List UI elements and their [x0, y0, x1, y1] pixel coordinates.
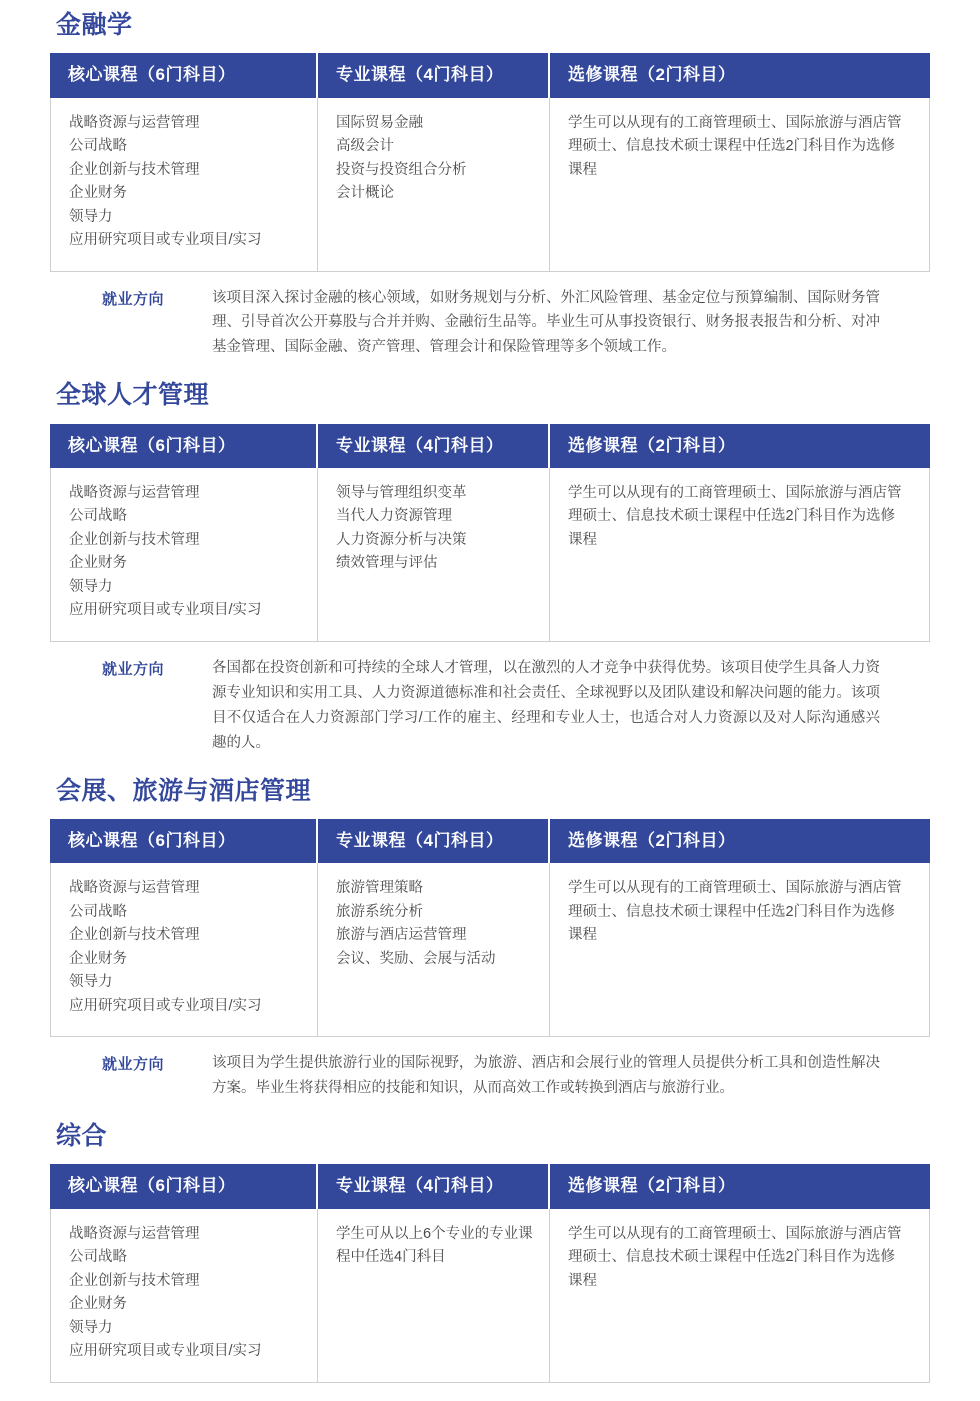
list-item: 会计概论	[336, 185, 394, 202]
list-item: 企业财务	[69, 185, 127, 202]
course-table	[50, 819, 930, 1037]
career-direction-text: 该项目为学生提供旅游行业的国际视野，为旅游、酒店和会展行业的管理人员提供分析工具和创造性解决方案。毕业生将获得相应的技能和知识，从而高效工作或转换到酒店与旅游行业。	[212, 1055, 880, 1097]
list-item: 投资与投资组合分析	[336, 161, 467, 178]
list-item: 应用研究项目或专业项目/实习	[69, 232, 262, 249]
core-course-list	[69, 112, 303, 253]
career-direction-row	[50, 642, 930, 762]
cell-core-courses	[50, 98, 318, 272]
career-direction-row	[50, 272, 930, 367]
list-item: 应用研究项目或专业项目/实习	[69, 1343, 262, 1360]
list-item: 旅游管理策略	[336, 880, 423, 897]
cell-major-courses	[318, 98, 550, 272]
program-section-general	[0, 1107, 980, 1383]
list-item: 人力资源分析与决策	[336, 531, 467, 548]
list-item: 企业财务	[69, 555, 127, 572]
list-item: 战略资源与运营管理	[69, 880, 200, 897]
career-direction-text: 各国都在投资创新和可持续的全球人才管理，以在激烈的人才竞争中获得优势。该项目使学生具备人力资源专业知识和实用工具、人力资源道德标准和社会责任、全球视野以及团队建设和解决问题的能力。该项目不仅适合在人力资源部门学习/工作的雇主、经理和专业人士，也适合对人力资源以及对人际沟通感兴趣的人。	[212, 659, 880, 751]
table-header-row	[50, 53, 930, 97]
program-section-mice-tourism-hospitality	[0, 762, 980, 1107]
list-item: 公司战略	[69, 903, 127, 920]
list-item: 公司战略	[69, 138, 127, 155]
header-elective-courses: 选修课程（2门科目）	[550, 1164, 930, 1208]
header-major-courses: 专业课程（4门科目）	[318, 424, 550, 468]
list-item: 企业财务	[69, 950, 127, 967]
list-item: 旅游系统分析	[336, 903, 423, 920]
course-table	[50, 424, 930, 642]
list-item: 战略资源与运营管理	[69, 1225, 200, 1242]
header-core-courses: 核心课程（6门科目）	[50, 53, 318, 97]
career-direction-label: 就业方向	[102, 290, 165, 308]
major-course-list	[336, 482, 535, 576]
cell-major-courses	[318, 468, 550, 642]
list-item: 企业财务	[69, 1296, 127, 1313]
list-item: 企业创新与技术管理	[69, 161, 200, 178]
table-row	[50, 863, 930, 1037]
table-header-row	[50, 424, 930, 468]
cell-core-courses	[50, 863, 318, 1037]
table-row	[50, 98, 930, 272]
table-row	[50, 468, 930, 642]
list-item: 绩效管理与评估	[336, 555, 438, 572]
list-item: 会议、奖励、会展与活动	[336, 950, 496, 967]
list-item: 公司战略	[69, 1249, 127, 1266]
major-course-list	[336, 112, 535, 206]
elective-note-text: 学生可以从现有的工商管理硕士、国际旅游与酒店管理硕士、信息技术硕士课程中任选2门科目作为选修课程	[568, 485, 902, 548]
course-table	[50, 1164, 930, 1382]
program-section-finance	[0, 0, 980, 366]
table-header-row	[50, 1164, 930, 1208]
list-item: 领导力	[69, 1319, 113, 1336]
cell-major-courses	[318, 1209, 550, 1383]
header-core-courses: 核心课程（6门科目）	[50, 819, 318, 863]
major-course-list	[336, 877, 535, 971]
career-direction-text: 该项目深入探讨金融的核心领域，如财务规划与分析、外汇风险管理、基金定位与预算编制、国际财务管理、引导首次公开募股与合并并购、金融衍生品等。毕业生可从事投资银行、财务报表报告和分析、对冲基金管理、国际金融、资产管理、管理会计和保险管理等多个领域工作。	[212, 289, 880, 356]
header-core-courses: 核心课程（6门科目）	[50, 424, 318, 468]
cell-elective-note	[550, 863, 930, 1037]
career-direction-label: 就业方向	[102, 1056, 165, 1074]
list-item: 企业创新与技术管理	[69, 1272, 200, 1289]
core-course-list	[69, 1223, 303, 1364]
program-title: 全球人才管理	[56, 381, 210, 410]
elective-note-text: 学生可以从现有的工商管理硕士、国际旅游与酒店管理硕士、信息技术硕士课程中任选2门科目作为选修课程	[568, 1225, 902, 1289]
list-item: 企业创新与技术管理	[69, 531, 200, 548]
major-note-text: 学生可从以上6个专业的专业课程中任选4门科目	[336, 1225, 533, 1266]
list-item: 应用研究项目或专业项目/实习	[69, 997, 262, 1014]
program-section-global-talent	[0, 366, 980, 761]
career-direction-row	[50, 1037, 930, 1107]
header-major-courses: 专业课程（4门科目）	[318, 819, 550, 863]
list-item: 公司战略	[69, 508, 127, 525]
header-major-courses: 专业课程（4门科目）	[318, 1164, 550, 1208]
list-item: 高级会计	[336, 138, 394, 155]
cell-elective-note	[550, 468, 930, 642]
list-item: 领导与管理组织变革	[336, 485, 467, 501]
list-item: 领导力	[69, 974, 113, 991]
core-course-list	[69, 877, 303, 1018]
header-elective-courses: 选修课程（2门科目）	[550, 424, 930, 468]
header-elective-courses: 选修课程（2门科目）	[550, 53, 930, 97]
table-row	[50, 1209, 930, 1383]
header-elective-courses: 选修课程（2门科目）	[550, 819, 930, 863]
cell-major-courses	[318, 863, 550, 1037]
career-direction-label: 就业方向	[102, 660, 165, 678]
program-title: 金融学	[56, 11, 133, 39]
elective-note-text: 学生可以从现有的工商管理硕士、国际旅游与酒店管理硕士、信息技术硕士课程中任选2门科目作为选修课程	[568, 880, 902, 944]
cell-elective-note	[550, 1209, 930, 1383]
list-item: 领导力	[69, 578, 113, 595]
list-item: 旅游与酒店运营管理	[336, 927, 467, 944]
core-course-list	[69, 482, 303, 623]
header-major-courses: 专业课程（4门科目）	[318, 53, 550, 97]
list-item: 当代人力资源管理	[336, 508, 452, 525]
list-item: 领导力	[69, 208, 113, 225]
cell-core-courses	[50, 468, 318, 642]
course-table	[50, 53, 930, 271]
program-title: 会展、旅游与酒店管理	[56, 776, 312, 805]
list-item: 战略资源与运营管理	[69, 114, 200, 131]
header-core-courses: 核心课程（6门科目）	[50, 1164, 318, 1208]
elective-note-text: 学生可以从现有的工商管理硕士、国际旅游与酒店管理硕士、信息技术硕士课程中任选2门科目作为选修课程	[568, 114, 902, 178]
list-item: 企业创新与技术管理	[69, 927, 200, 944]
cell-core-courses	[50, 1209, 318, 1383]
list-item: 战略资源与运营管理	[69, 485, 200, 501]
list-item: 国际贸易金融	[336, 114, 423, 131]
list-item: 应用研究项目或专业项目/实习	[69, 602, 262, 619]
program-title: 综合	[56, 1122, 108, 1151]
table-header-row	[50, 819, 930, 863]
cell-elective-note	[550, 98, 930, 272]
